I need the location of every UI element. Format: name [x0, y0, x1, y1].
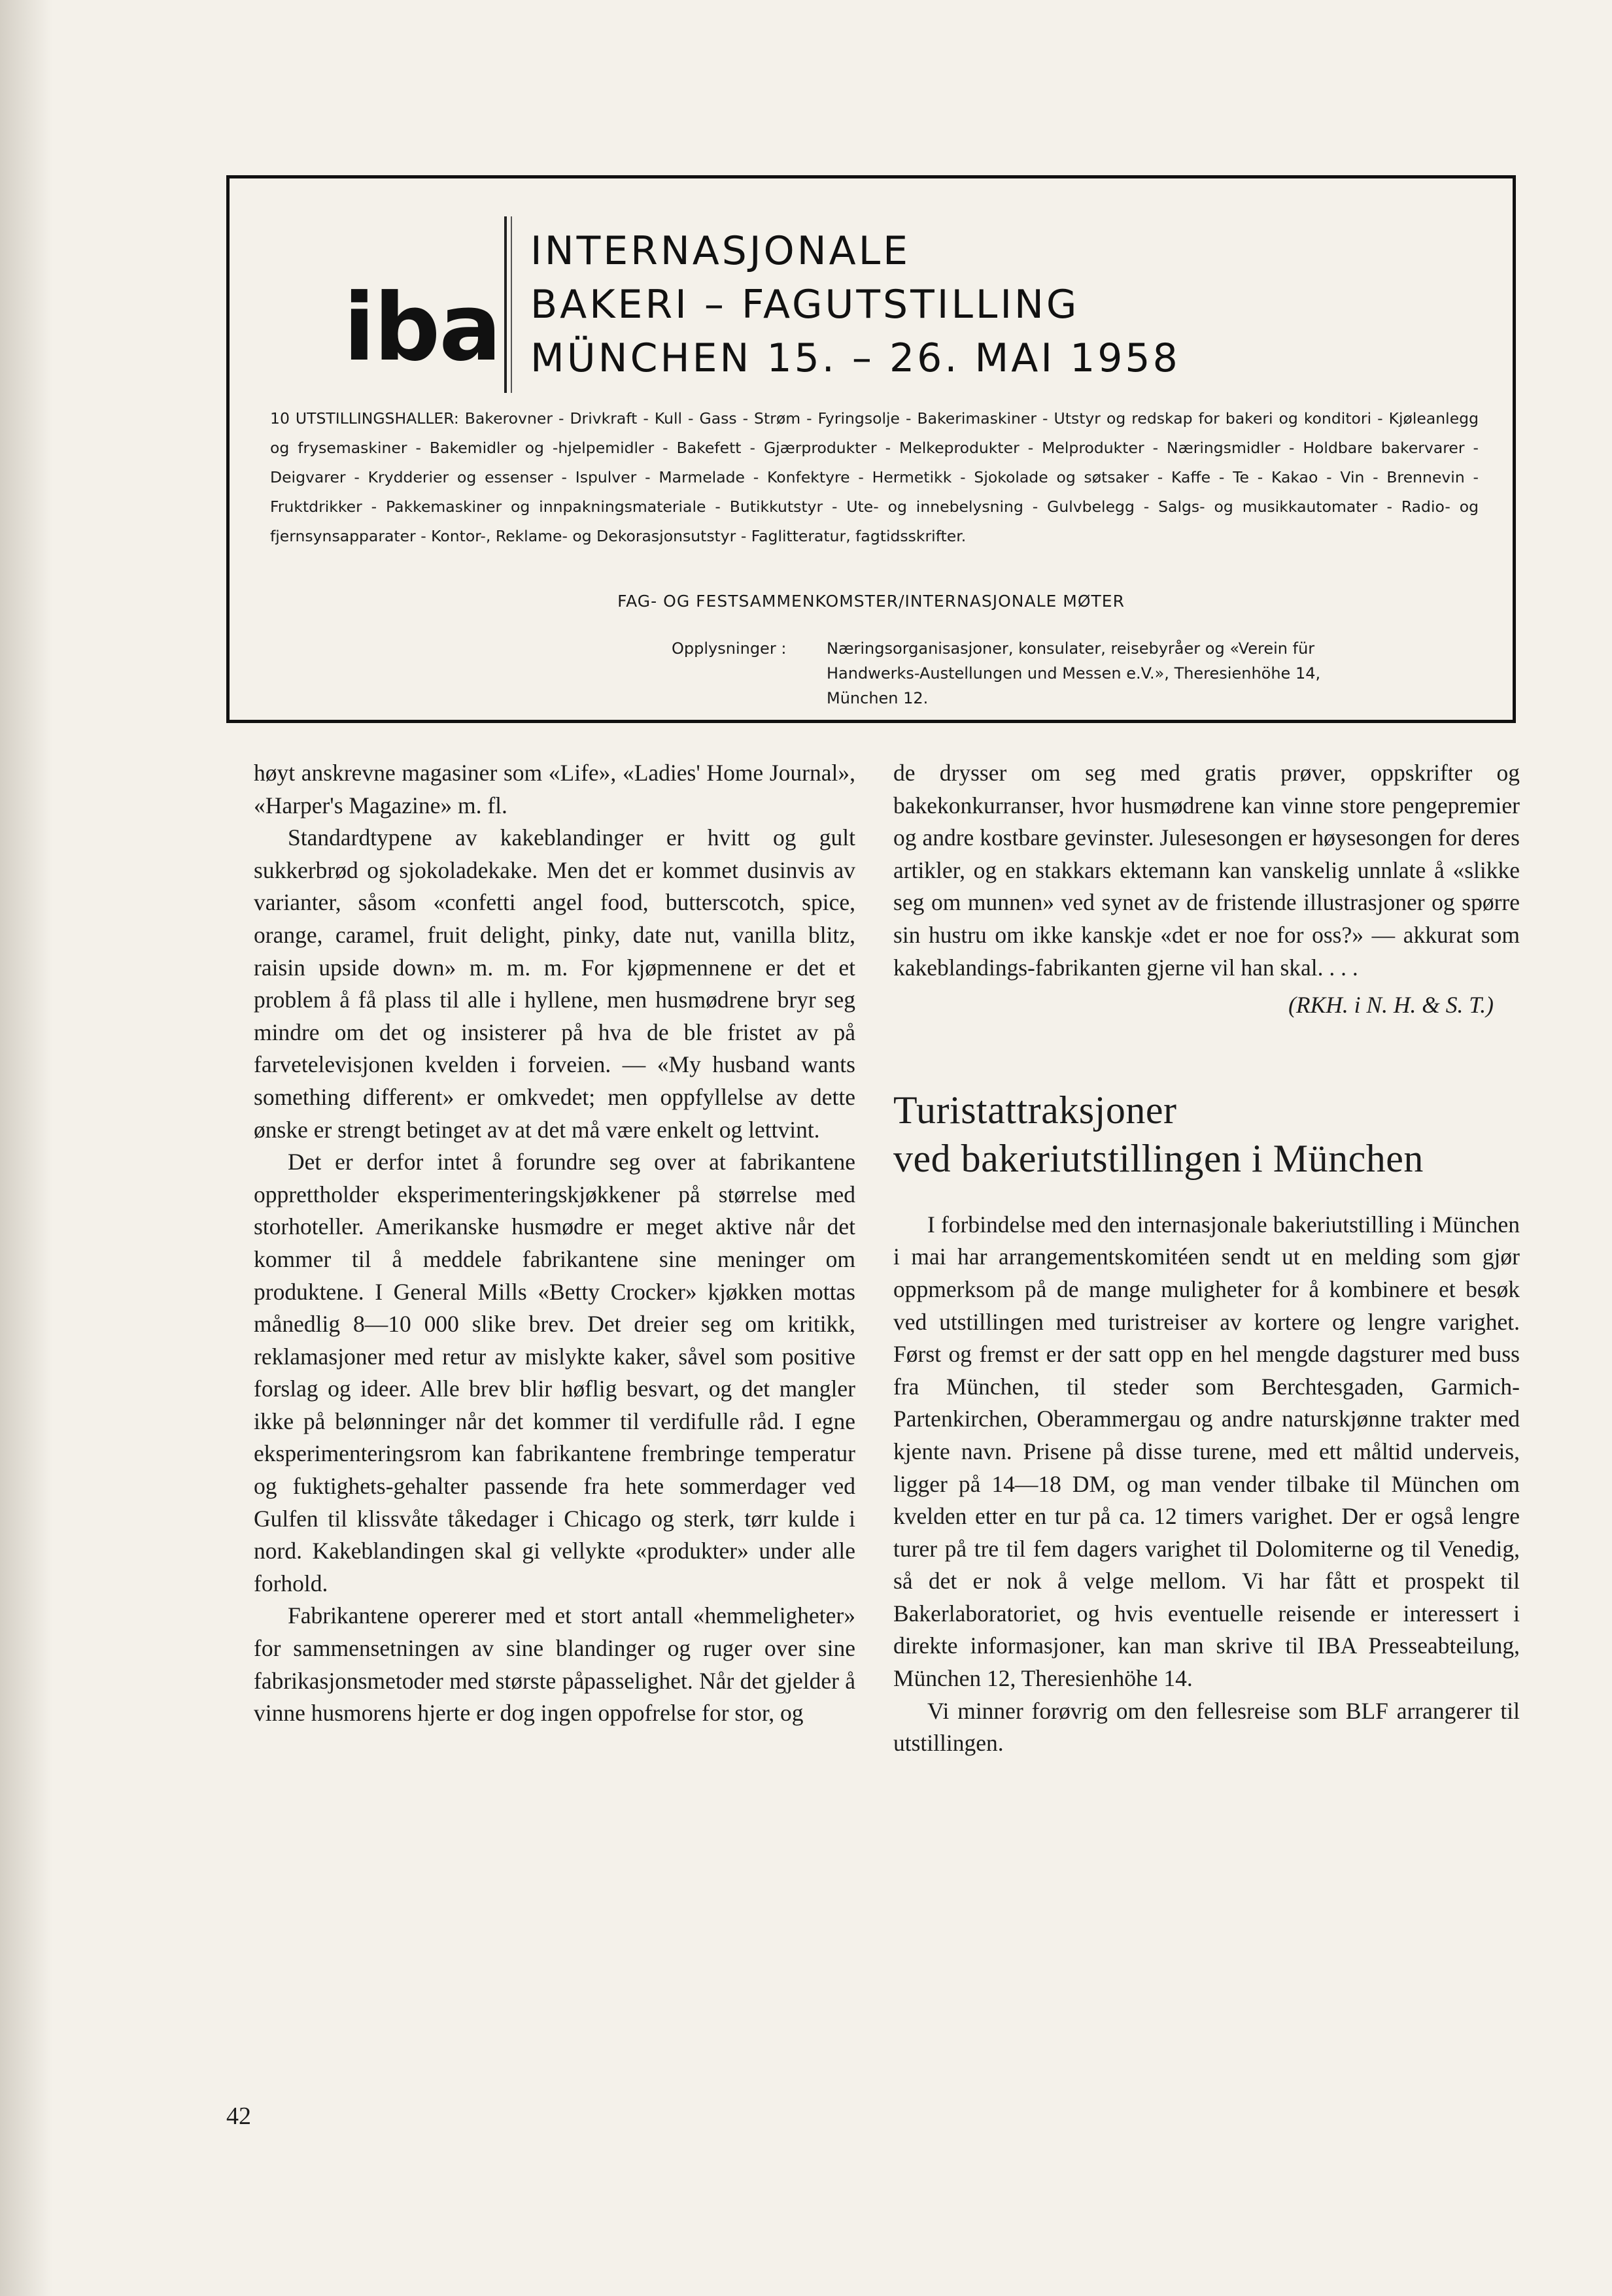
left-paragraph-1: høyt anskrevne magasiner som «Life», «Ladies' Home Journal», «Harper's Magazine» m. fl. [254, 760, 855, 819]
headline-line-1: INTERNASJONALE [530, 228, 911, 274]
info-label: Opplysninger : [672, 639, 787, 658]
left-paragraph-4: Fabrikantene opererer med et stort antall «hemmeligheter» for sammensetningen av sine blandinger og ruger over sine fabrikasjonsmetoder med største påpasselighet. Når det gjelder å vinne husmorens hjerte er dog ingen oppofrelse for stor, og [254, 1602, 855, 1727]
article-title-line-2: ved bakeriutstillingen i München [893, 1136, 1424, 1180]
iba-logo: iba [343, 274, 501, 382]
left-column [254, 757, 855, 1730]
exhibition-halls-list [270, 404, 1479, 551]
ad-headline [530, 224, 1180, 385]
info-text: Næringsorganisasjoner, konsulater, reisebyråer og «Verein für Handwerks-Austellungen und Messen e.V.», Theresienhöhe 14, München 12. [827, 639, 1321, 707]
right-column [893, 757, 1520, 1760]
iba-advertisement [226, 175, 1516, 723]
page-binding [0, 0, 52, 2296]
logo-divider-thin [511, 216, 512, 393]
left-paragraph-2: Standardtypene av kakeblandinger er hvitt og gult sukkerbrød og sjokoladekake. Men det er kommet dusinvis av varianter, såsom «confetti angel food, butterscotch, spice, orange, caramel, fruit delight, pinky, date nut, vanilla blitz, raisin upside down» m. m. m. For kjøpmennene er det et problem å få plass til alle i hyllene, men husmødrene bryr seg mindre om det og insisterer på hva de ble fristet av på farvetelevisjonen kvelden i forveien. — «My husband wants something different» er omkvedet; men oppfyllelse av dette ønske er strengt betinget av at det må være enkelt og lettvint. [254, 824, 855, 1143]
article-title [893, 1086, 1520, 1183]
page-number: 42 [226, 2102, 251, 2130]
logo-divider [504, 216, 507, 393]
left-paragraph-3: Det er derfor intet å forundre seg over at fabrikantene opprettholder eksperimenteringskjøkkener på størrelse med storhoteller. Amerikanske husmødre er meget aktive når det kommer til å meddele fabrikantene sine meninger om produktene. I General Mills «Betty Crocker» kjøkken mottas månedlig 8—10 000 slike brev. Det dreier seg om kritikk, reklamasjoner med retur av mislykte kaker, såvel som positive forslag og ideer. Alle brev blir høflig besvart, og det mangler ikke på belønninger når det kommer til verdifulle råd. I egne eksperimenteringsrom kan fabrikantene frembringe temperatur og fuktighets-gehalter passende fra hete sommerdager ved Gulfen til klissvåte tåkedager i Chicago og sterk, tørr kulde i nord. Kakeblandingen skal gi vellykte «produkter» under alle forhold. [254, 1149, 855, 1596]
halls-label: 10 UTSTILLINGSHALLER: [270, 409, 459, 428]
headline-line-3: MÜNCHEN 15. – 26. MAI 1958 [530, 335, 1180, 381]
halls-items: Bakerovner - Drivkraft - Kull - Gass - Strøm - Fyringsolje - Bakerimaskiner - Utstyr og redskap for bakeri og konditori - Kjøleanlegg og frysemaskiner - Bakemidler og -hjelpemidler - Bakefett - Gjærprodukter - Melkeprodukter - Melprodukter - Næringsmidler - Holdbare bakervarer - Deigvarer - Krydderier og essenser - Ispulver - Marmelade - Konfektyre - Hermetikk - Sjokolade og søtsaker - Kaffe - Te - Kakao - Vin - Brennevin - Fruktdrikker - Pakkemaskiner og innpakningsmateriale - Butikkutstyr - Ute- og innebelysning - Gulvbelegg - Salgs- og musikkautomater - Radio- og fjernsynsapparater - Kontor-, Reklame- og Dekorasjonsutstyr - Faglitteratur, fagtidsskrifter. [270, 409, 1479, 545]
article-title-line-1: Turistattraksjoner [893, 1088, 1177, 1132]
right-paragraph-1: de drysser om seg med gratis prøver, oppskrifter og bakekonkurranser, hvor husmødrene kan vinne store pengepremier og andre kostbare gevinster. Julesesongen er høysesongen for deres artikler, og en stakkars ektemann kan vanskelig unnlate å «slikke seg om munnen» ved synet av de fristende illustrasjoner og spørre sin hustru om ikke kanskje «det er noe for oss?» — akkurat som kakeblandings-fabrikanten gjerne vil han skal. . . . [893, 760, 1520, 981]
right-paragraph-2: I forbindelse med den internasjonale bakeriutstilling i München i mai har arrangementskomitéen sendt ut en melding som gjør oppmerksom på de mange muligheter for å kombinere et besøk ved utstillingen med turistreiser av kortere og lengre varighet. Først og fremst er der satt opp en hel mengde dagsturer med buss fra München, til steder som Berchtesgaden, Garmich-Partenkirchen, Oberammergau og andre naturskjønne trakter med kjente navn. Prisene på disse turene, med ett måltid underveis, ligger på 14—18 DM, og man vender tilbake til München om kvelden etter en tur på ca. 12 timers varighet. Der er også lengre turer på tre til fem dagers varighet til Dolomiterne og til Venedig, så det er nok å velge mellom. Vi har fått et prospekt til Bakerlaboratoriet, og hvis eventuelle reisende er interessert i direkte informasjoner, kan man skrive til IBA Presseabteilung, München 12, Theresienhöhe 14. [893, 1211, 1520, 1692]
right-paragraph-3: Vi minner forøvrig om den fellesreise som BLF arrangerer til utstillingen. [893, 1697, 1520, 1757]
headline-line-2: BAKERI – FAGUTSTILLING [530, 282, 1080, 328]
meetings-line: FAG- OG FESTSAMMENKOMSTER/INTERNASJONALE MØTER [617, 592, 1125, 611]
source-credit: (RKH. i N. H. & S. T.) [1288, 992, 1494, 1019]
